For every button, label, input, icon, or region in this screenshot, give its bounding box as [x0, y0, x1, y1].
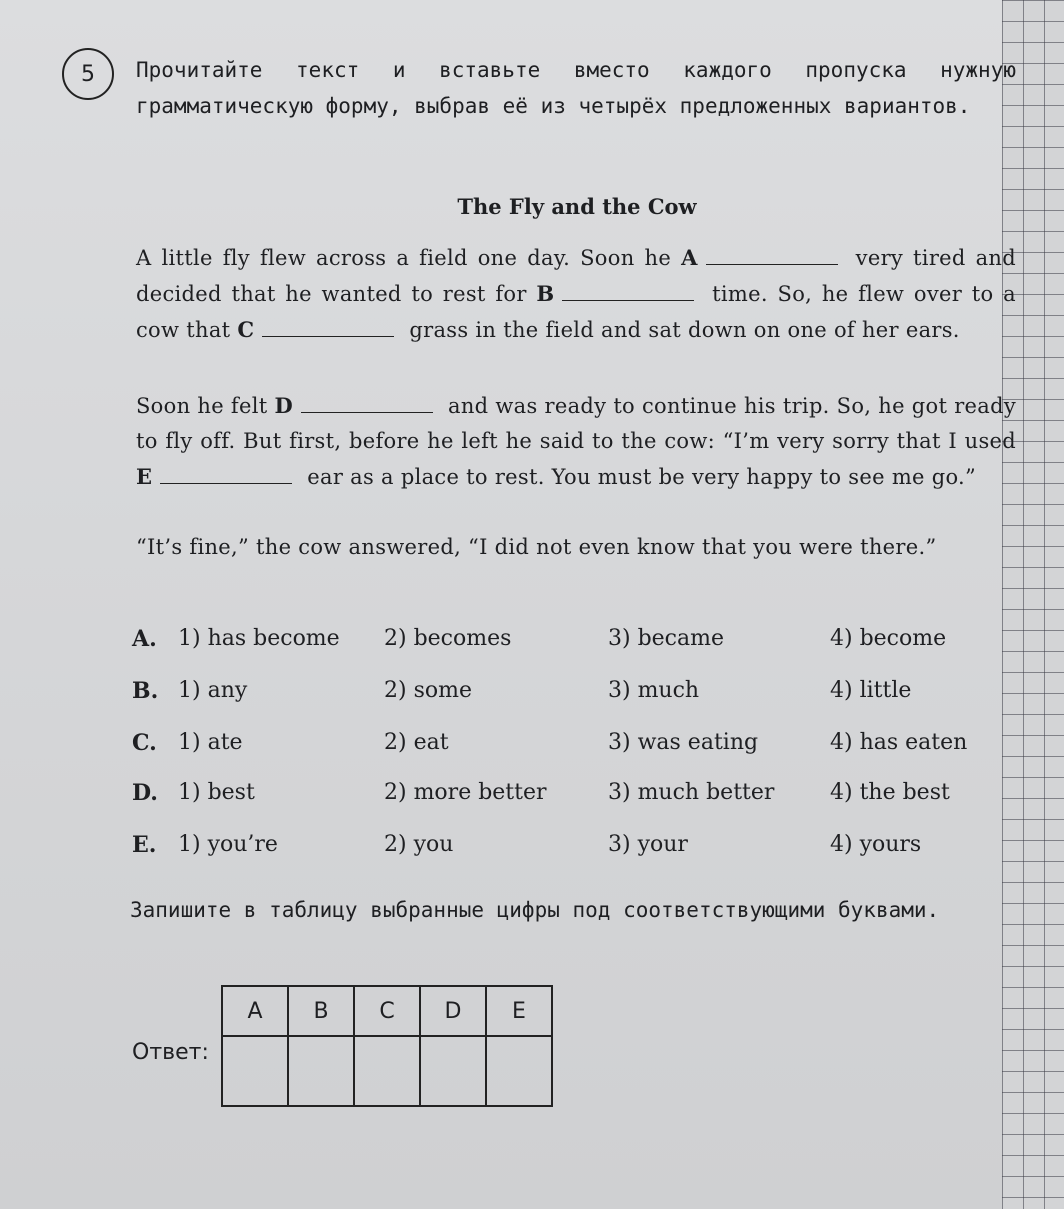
answer-column-b: B	[288, 986, 354, 1036]
answer-header-row	[222, 986, 552, 1036]
gap-letter-a: A	[681, 245, 698, 270]
options-row-d	[132, 780, 1012, 820]
option-choice[interactable]: 1) has become	[178, 626, 340, 651]
option-choice[interactable]: 2) you	[384, 832, 454, 857]
gap-a-blank[interactable]	[706, 263, 838, 265]
option-letter: E.	[132, 832, 157, 858]
option-choice[interactable]: 4) the best	[830, 780, 950, 805]
option-choice[interactable]: 3) became	[608, 626, 724, 651]
answer-cell-d[interactable]	[420, 1036, 486, 1106]
option-choice[interactable]: 4) become	[830, 626, 947, 651]
answer-input-row	[222, 1036, 552, 1106]
option-letter: C.	[132, 730, 157, 756]
story-text: grass in the field and sat down on one of her ears.	[409, 318, 960, 342]
story-text: A little fly flew across a field one day. Soon he	[136, 246, 672, 270]
option-choice[interactable]: 4) little	[830, 678, 912, 703]
option-choice[interactable]: 3) was eating	[608, 730, 759, 755]
answer-cell-a[interactable]	[222, 1036, 288, 1106]
option-letter: D.	[132, 780, 158, 806]
answer-column-a: A	[222, 986, 288, 1036]
options-row-e	[132, 832, 1012, 872]
story-text: time. So, he flew over to a cow that	[136, 282, 1016, 342]
answer-column-e: E	[486, 986, 552, 1036]
gap-letter-d: D	[274, 393, 293, 418]
story-text: ear as a place to rest. You must be very happy to see me go.”	[307, 465, 977, 489]
gap-letter-e: E	[136, 464, 153, 489]
task-instruction: Прочитайте текст и вставьте вместо каждого пропуска нужную грамматическую форму, выбрав её из четырёх предложенных вариантов.	[136, 58, 1016, 118]
story-text: Soon he felt	[136, 394, 268, 418]
story-paragraph-2	[136, 388, 1016, 495]
option-choice[interactable]: 2) eat	[384, 730, 449, 755]
option-choice[interactable]: 4) yours	[830, 832, 922, 857]
options-row-c	[132, 730, 1012, 770]
option-choice[interactable]: 2) more better	[384, 780, 547, 805]
answer-instruction: Запишите в таблицу выбранные цифры под соответствующими буквами.	[130, 898, 940, 922]
gap-e-blank[interactable]	[160, 482, 292, 484]
story-text: and was ready to continue his trip. So, he got ready to fly off. But first, before he left he said to the cow: “I’m very sorry that I used	[136, 394, 1016, 453]
gap-c-blank[interactable]	[262, 335, 394, 337]
option-choice[interactable]: 1) any	[178, 678, 248, 703]
story-title: The Fly and the Cow	[457, 194, 697, 219]
options-row-a	[132, 626, 1012, 666]
task-number: 5	[81, 61, 95, 87]
option-choice[interactable]: 1) ate	[178, 730, 243, 755]
options-row-b	[132, 678, 1012, 718]
gap-d-blank[interactable]	[301, 411, 433, 413]
answer-column-c: C	[354, 986, 420, 1036]
answer-label: Ответ:	[132, 1040, 209, 1065]
answer-column-d: D	[420, 986, 486, 1036]
answer-cell-b[interactable]	[288, 1036, 354, 1106]
option-choice[interactable]: 4) has eaten	[830, 730, 968, 755]
option-choice[interactable]: 3) your	[608, 832, 688, 857]
option-letter: A.	[132, 626, 157, 652]
answer-table	[221, 985, 553, 1107]
task-number-badge	[62, 48, 114, 100]
option-choice[interactable]: 1) you’re	[178, 832, 278, 857]
gap-b-blank[interactable]	[562, 299, 694, 301]
option-choice[interactable]: 3) much better	[608, 780, 775, 805]
option-choice[interactable]: 2) becomes	[384, 626, 512, 651]
story-paragraph-1	[136, 240, 1016, 348]
gap-letter-b: B	[536, 281, 555, 306]
story-text: very tired and decided that he wanted to rest for	[136, 246, 1017, 306]
option-letter: B.	[132, 678, 159, 704]
option-choice[interactable]: 1) best	[178, 780, 255, 805]
story-paragraph-3: “It’s fine,” the cow answered, “I did not even know that you were there.”	[136, 535, 937, 559]
graph-paper-margin	[1002, 0, 1064, 1209]
option-choice[interactable]: 2) some	[384, 678, 472, 703]
answer-cell-e[interactable]	[486, 1036, 552, 1106]
option-choice[interactable]: 3) much	[608, 678, 700, 703]
gap-letter-c: C	[237, 317, 255, 342]
answer-cell-c[interactable]	[354, 1036, 420, 1106]
